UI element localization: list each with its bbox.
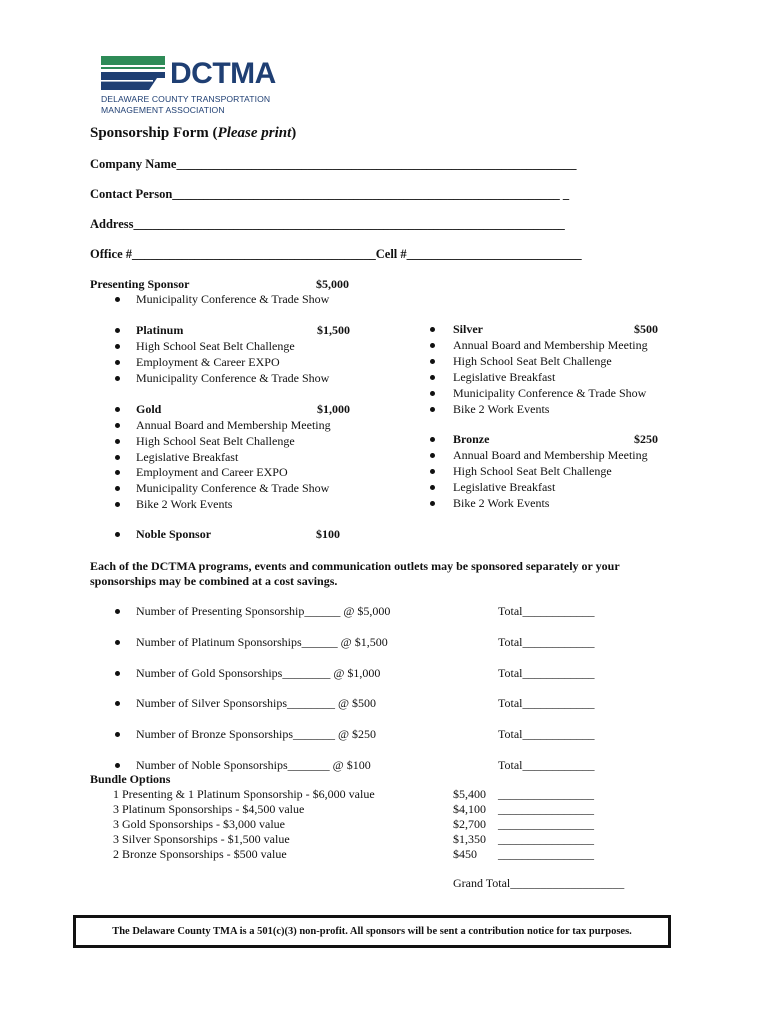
order-bronze-input[interactable]: Number of Bronze Sponsorships_______ @ $250: [136, 727, 377, 741]
bullet-icon: [115, 532, 120, 537]
bullet-icon: [430, 327, 435, 332]
bundle-price: $5,400: [453, 787, 486, 801]
logo-subtitle-line1: DELAWARE COUNTY TRANSPORTATION: [101, 94, 271, 104]
bundle-price: $1,350: [453, 832, 486, 846]
bronze-label: Bronze: [453, 432, 490, 446]
presenting-item: Municipality Conference & Trade Show: [136, 292, 330, 306]
gold-item: Annual Board and Membership Meeting: [136, 418, 331, 432]
gold-item: Municipality Conference & Trade Show: [136, 481, 330, 495]
bundle-blank[interactable]: ________________: [498, 847, 594, 861]
platinum-item: Employment & Career EXPO: [136, 355, 280, 369]
footer-notice: The Delaware County TMA is a 501(c)(3) non-profit. All sponsors will be sent a contribution notice for tax purposes.: [112, 926, 632, 937]
bullet-icon: [115, 455, 120, 460]
silver-label: Silver: [453, 322, 483, 336]
presenting-price: $5,000: [316, 277, 349, 291]
order-gold-input[interactable]: Number of Gold Sponsorships________ @ $1,000: [136, 666, 381, 680]
logo-subtitle: [101, 94, 270, 116]
presenting-label: Presenting Sponsor: [90, 277, 190, 291]
contact-person-field[interactable]: Contact Person______________________________________________________________ _: [90, 187, 570, 201]
bullet-icon: [115, 763, 120, 768]
gold-label: Gold: [136, 402, 162, 416]
dctma-logo-icon: [101, 56, 165, 90]
bullet-icon: [430, 407, 435, 412]
bullet-icon: [115, 732, 120, 737]
bullet-icon: [115, 376, 120, 381]
office-cell-field[interactable]: Office #_______________________________________Cell #____________________________: [90, 247, 582, 261]
silver-price: $500: [634, 322, 658, 336]
noble-price: $100: [316, 527, 340, 541]
bundle-price: $450: [453, 847, 477, 861]
order-noble-input[interactable]: Number of Noble Sponsorships_______ @ $100: [136, 758, 371, 772]
bullet-icon: [430, 485, 435, 490]
bullet-icon: [115, 502, 120, 507]
bronze-item: High School Seat Belt Challenge: [453, 464, 612, 478]
bundle-blank[interactable]: ________________: [498, 817, 594, 831]
order-platinum-input[interactable]: Number of Platinum Sponsorships______ @ $1,500: [136, 635, 388, 649]
silver-item: Municipality Conference & Trade Show: [453, 386, 647, 400]
title-italic: Please print: [217, 125, 292, 141]
silver-item: High School Seat Belt Challenge: [453, 354, 612, 368]
noble-label: Noble Sponsor: [136, 527, 212, 541]
bundle-heading: Bundle Options: [90, 772, 171, 786]
order-bronze-total[interactable]: Total____________: [498, 727, 595, 741]
order-platinum-total[interactable]: Total____________: [498, 635, 595, 649]
bundle-item: 1 Presenting & 1 Platinum Sponsorship - $6,000 value: [113, 787, 375, 801]
bundle-item: 2 Bronze Sponsorships - $500 value: [113, 847, 287, 861]
order-silver-total[interactable]: Total____________: [498, 696, 595, 710]
title-main: Sponsorship Form: [90, 125, 209, 141]
intro-paragraph: Each of the DCTMA programs, events and communication outlets may be sponsored separately or your sponsorships may be combined at a cost savings.: [90, 559, 620, 588]
bullet-icon: [115, 360, 120, 365]
bronze-item: Legislative Breakfast: [453, 480, 556, 494]
bullet-icon: [115, 470, 120, 475]
gold-item: Bike 2 Work Events: [136, 497, 233, 511]
bullet-icon: [430, 501, 435, 506]
platinum-item: High School Seat Belt Challenge: [136, 339, 295, 353]
bullet-icon: [115, 609, 120, 614]
bullet-icon: [115, 423, 120, 428]
form-title: [90, 125, 296, 142]
gold-item: Legislative Breakfast: [136, 450, 239, 464]
bundle-blank[interactable]: ________________: [498, 802, 594, 816]
bronze-item: Bike 2 Work Events: [453, 496, 550, 510]
bullet-icon: [430, 359, 435, 364]
order-silver-input[interactable]: Number of Silver Sponsorships________ @ $500: [136, 696, 377, 710]
bullet-icon: [430, 343, 435, 348]
bullet-icon: [115, 701, 120, 706]
bullet-icon: [430, 469, 435, 474]
order-gold-total[interactable]: Total____________: [498, 666, 595, 680]
order-presenting-input[interactable]: Number of Presenting Sponsorship______ @ $5,000: [136, 604, 391, 618]
platinum-price: $1,500: [317, 323, 350, 337]
bundle-item: 3 Gold Sponsorships - $3,000 value: [113, 817, 285, 831]
grand-total-field[interactable]: Grand Total___________________: [453, 876, 625, 890]
platinum-label: Platinum: [136, 323, 184, 337]
bullet-icon: [115, 344, 120, 349]
silver-item: Bike 2 Work Events: [453, 402, 550, 416]
platinum-item: Municipality Conference & Trade Show: [136, 371, 330, 385]
bullet-icon: [430, 375, 435, 380]
company-name-field[interactable]: Company Name________________________________________________________________: [90, 157, 577, 171]
order-presenting-total[interactable]: Total____________: [498, 604, 595, 618]
gold-price: $1,000: [317, 402, 350, 416]
silver-item: Annual Board and Membership Meeting: [453, 338, 648, 352]
silver-item: Legislative Breakfast: [453, 370, 556, 384]
logo-wordmark: DCTMA: [170, 57, 276, 90]
bullet-icon: [430, 391, 435, 396]
bundle-item: 3 Platinum Sponsorships - $4,500 value: [113, 802, 305, 816]
bullet-icon: [115, 407, 120, 412]
bullet-icon: [430, 437, 435, 442]
bundle-price: $4,100: [453, 802, 486, 816]
bullet-icon: [115, 439, 120, 444]
bundle-blank[interactable]: ________________: [498, 832, 594, 846]
bullet-icon: [430, 453, 435, 458]
bullet-icon: [115, 671, 120, 676]
footer-notice-box: [73, 915, 671, 948]
title-paren-open: (: [212, 125, 218, 141]
address-field[interactable]: Address_____________________________________________________________________: [90, 217, 565, 231]
bullet-icon: [115, 486, 120, 491]
bullet-icon: [115, 640, 120, 645]
bullet-icon: [115, 297, 120, 302]
order-noble-total[interactable]: Total____________: [498, 758, 595, 772]
bronze-item: Annual Board and Membership Meeting: [453, 448, 648, 462]
bundle-blank[interactable]: ________________: [498, 787, 594, 801]
bronze-price: $250: [634, 432, 658, 446]
bundle-price: $2,700: [453, 817, 486, 831]
bullet-icon: [115, 328, 120, 333]
bundle-item: 3 Silver Sponsorships - $1,500 value: [113, 832, 290, 846]
gold-item: Employment and Career EXPO: [136, 465, 288, 479]
logo-subtitle-line2: MANAGEMENT ASSOCIATION: [101, 105, 225, 115]
gold-item: High School Seat Belt Challenge: [136, 434, 295, 448]
title-paren-close: ): [291, 125, 297, 141]
